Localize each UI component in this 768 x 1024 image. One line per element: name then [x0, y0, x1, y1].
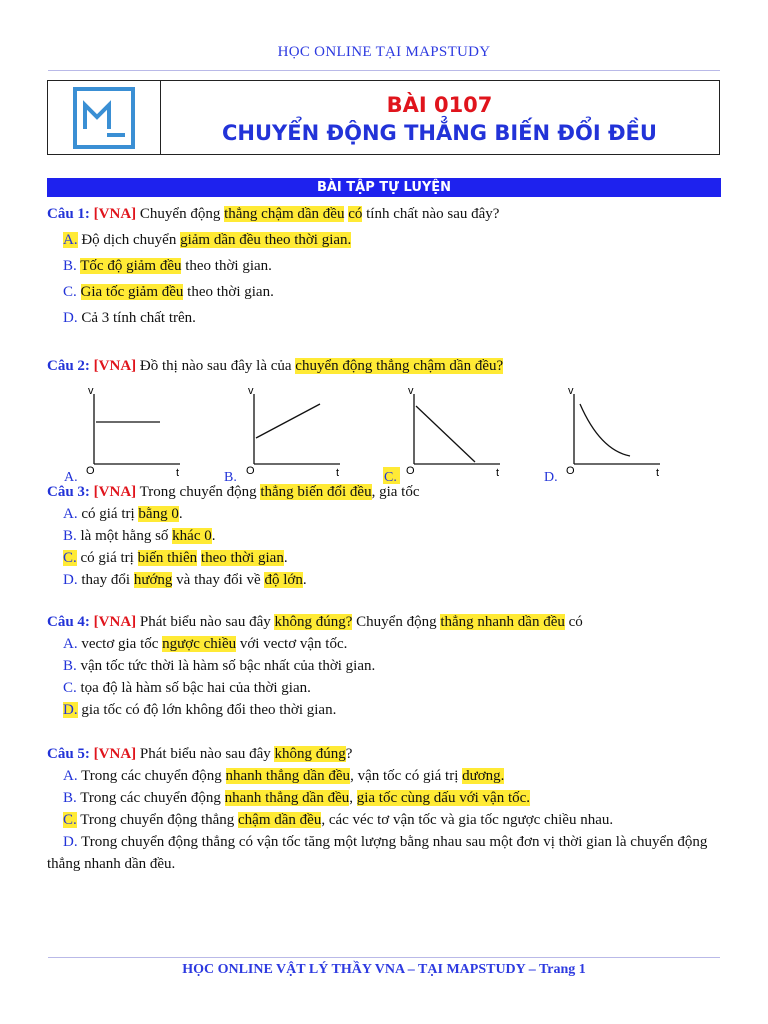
section-heading: BÀI TẬP TỰ LUYỆN	[47, 178, 721, 197]
highlighted-text: giảm dần đều theo thời gian.	[180, 232, 352, 248]
question-number: Câu 2:	[47, 358, 90, 374]
graph-option-4	[544, 385, 660, 485]
question-2	[47, 355, 723, 377]
axis-label-t: t	[656, 467, 660, 479]
axis-label-v: v	[408, 385, 414, 397]
question-tag: [VNA]	[93, 358, 137, 374]
option-text: vectơ gia tốc	[77, 636, 163, 652]
question-tag: [VNA]	[93, 614, 137, 630]
option-label: A.	[63, 506, 78, 522]
page-footer: HỌC ONLINE VẬT LÝ THẦY VNA – TẠI MAPSTUDY – Trang 1	[182, 962, 586, 977]
option-text: , các véc tơ vận tốc và gia tốc ngược chiều nhau.	[321, 812, 614, 828]
option-text: ,	[349, 790, 357, 806]
answer-option	[47, 229, 723, 251]
graph-curve	[416, 406, 475, 462]
highlighted-text: thẳng nhanh dần đều	[440, 614, 565, 630]
option-text: Trong các chuyển động	[77, 768, 226, 784]
highlighted-text: ngược chiều	[162, 636, 237, 652]
option-text: vận tốc tức thời là hàm số bậc nhất của thời gian.	[76, 658, 376, 674]
option-label: C.	[63, 812, 77, 828]
option-text: Trong các chuyển động	[76, 790, 225, 806]
highlighted-text: khác 0	[172, 528, 212, 544]
answer-option	[47, 503, 723, 525]
option-text: có giá trị	[77, 506, 139, 522]
question-spacer	[47, 591, 723, 611]
question-number: Câu 3:	[47, 484, 90, 500]
title-box	[47, 80, 720, 155]
option-text: theo thời gian.	[181, 258, 272, 274]
option-text: Cả 3 tính chất trên.	[77, 310, 196, 326]
logo-cell	[48, 81, 161, 154]
question-text: ?	[345, 746, 353, 762]
option-text: có giá trị	[76, 550, 138, 566]
answer-option	[47, 765, 723, 787]
footer-rule	[48, 957, 720, 958]
option-label: A.	[63, 636, 78, 652]
highlighted-text: có	[348, 206, 363, 222]
option-label: C.	[384, 470, 397, 485]
option-text: Độ dịch chuyển	[77, 232, 181, 248]
question-text: tính chất nào sau đây?	[362, 206, 500, 222]
lesson-title: CHUYỂN ĐỘNG THẲNG BIẾN ĐỔI ĐỀU	[222, 121, 657, 145]
question-tag: [VNA]	[93, 484, 137, 500]
question-number: Câu 1:	[47, 206, 90, 222]
answer-option	[47, 525, 723, 547]
lesson-code: BÀI 0107	[386, 93, 493, 117]
answer-option	[47, 569, 723, 591]
question-5	[47, 743, 723, 765]
origin-label: O	[566, 465, 575, 477]
question-1	[47, 203, 723, 225]
question-text: Đồ thị nào sau đây là của	[136, 358, 296, 374]
highlighted-text: thẳng chậm dần đều	[224, 206, 345, 222]
option-label: C.	[63, 550, 77, 566]
answer-option	[47, 787, 723, 809]
axis-label-v: v	[568, 385, 574, 397]
option-text: với vectơ vận tốc.	[236, 636, 348, 652]
answer-option	[47, 831, 723, 875]
graph-options	[62, 380, 702, 490]
origin-label: O	[86, 465, 95, 477]
highlighted-text: dương.	[462, 768, 505, 784]
highlighted-text: thẳng biến đổi đều	[260, 484, 372, 500]
graph-option-3	[383, 385, 500, 485]
answer-option	[47, 699, 723, 721]
option-text: .	[178, 506, 183, 522]
question-tag: [VNA]	[93, 206, 137, 222]
mapstudy-logo-icon	[73, 87, 135, 149]
highlighted-text: nhanh thẳng dần đều	[224, 790, 350, 806]
option-text: .	[283, 550, 288, 566]
question-list	[47, 203, 723, 875]
answer-option	[47, 255, 723, 277]
origin-label: O	[246, 465, 255, 477]
axis-label-t: t	[496, 467, 500, 479]
graph-curve	[580, 404, 630, 456]
highlighted-text: nhanh thẳng dần đều	[225, 768, 351, 784]
question-text: Trong chuyển động	[136, 484, 261, 500]
highlighted-text: độ lớn	[264, 572, 303, 588]
highlighted-text: không đúng?	[274, 614, 353, 630]
option-text: Trong chuyển động thẳng	[76, 812, 239, 828]
option-label: B.	[63, 790, 77, 806]
highlighted-text: gia tốc cùng dấu với vận tốc.	[356, 790, 531, 806]
option-label: B.	[63, 658, 77, 674]
question-number: Câu 4:	[47, 614, 90, 630]
highlighted-text: biến thiên	[137, 550, 198, 566]
option-label: B.	[63, 528, 77, 544]
option-text: .	[302, 572, 307, 588]
question-spacer	[47, 329, 723, 355]
question-text: có	[564, 614, 583, 630]
question-text: Chuyển động	[136, 206, 225, 222]
question-spacer	[47, 721, 723, 743]
option-label: C.	[63, 680, 77, 696]
option-label: D.	[63, 834, 78, 850]
highlighted-text: chậm dần đều	[238, 812, 322, 828]
axis-label-t: t	[176, 467, 180, 479]
answer-option	[47, 809, 723, 831]
option-text	[77, 284, 81, 300]
option-label: A.	[63, 768, 78, 784]
graph-option-1	[64, 385, 180, 485]
page-header: HỌC ONLINE TẠI MAPSTUDY	[277, 44, 491, 60]
option-text: .	[211, 528, 216, 544]
option-label: A.	[64, 470, 78, 485]
highlighted-text: hướng	[133, 572, 173, 588]
option-label: C.	[63, 284, 77, 300]
option-text: , vận tốc có giá trị	[350, 768, 463, 784]
axis-label-v: v	[88, 385, 94, 397]
answer-option	[47, 547, 723, 569]
option-label: D.	[63, 572, 78, 588]
question-4	[47, 611, 723, 633]
answer-option	[47, 633, 723, 655]
highlighted-text: không đúng	[274, 746, 346, 762]
option-label: D.	[544, 470, 558, 485]
answer-option	[47, 677, 723, 699]
question-text: , gia tốc	[371, 484, 420, 500]
question-text: Chuyển động	[352, 614, 441, 630]
graph-curve	[256, 404, 320, 438]
option-text: Trong chuyển động thẳng có vận tốc tăng một lượng bằng nhau sau một đơn vị thời gian là chuyển động thẳng nhanh dần đều.	[47, 834, 708, 872]
highlighted-text: Gia tốc giảm đều	[80, 284, 184, 300]
highlighted-text: bằng 0	[138, 506, 179, 522]
axis-label-v: v	[248, 385, 254, 397]
origin-label: O	[406, 465, 415, 477]
highlighted-text: chuyển động thẳng chậm dần đều?	[295, 358, 504, 374]
option-text: tọa độ là hàm số bậc hai của thời gian.	[76, 680, 311, 696]
option-label: D.	[63, 702, 78, 718]
graph-option-2	[224, 385, 340, 485]
question-number: Câu 5:	[47, 746, 90, 762]
question-tag: [VNA]	[93, 746, 137, 762]
option-label: B.	[63, 258, 77, 274]
answer-option	[47, 307, 723, 329]
answer-option	[47, 281, 723, 303]
answer-option	[47, 655, 723, 677]
option-text: là một hằng số	[76, 528, 173, 544]
highlighted-text: theo thời gian	[200, 550, 284, 566]
title-cell	[160, 81, 719, 154]
highlighted-text: Tốc độ giảm đều	[80, 258, 182, 274]
header-rule	[48, 70, 720, 71]
axis-label-t: t	[336, 467, 340, 479]
option-text: gia tốc có độ lớn không đổi theo thời gian.	[77, 702, 337, 718]
question-text: Phát biểu nào sau đây	[136, 746, 275, 762]
option-label: D.	[63, 310, 78, 326]
option-label: A.	[63, 232, 78, 248]
option-text: theo thời gian.	[183, 284, 274, 300]
option-text: và thay đổi về	[172, 572, 265, 588]
option-label: B.	[224, 470, 237, 485]
option-text: thay đổi	[77, 572, 134, 588]
question-text: Phát biểu nào sau đây	[136, 614, 275, 630]
